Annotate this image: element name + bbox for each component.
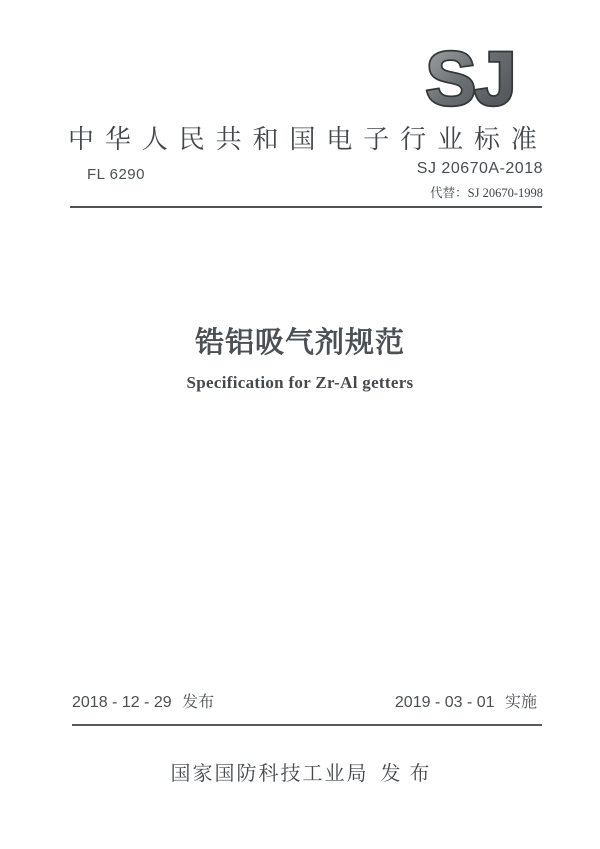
issue-date-cell: [72, 689, 214, 712]
standard-number: SJ 20670A-2018: [416, 160, 543, 177]
sj-logo: [421, 46, 519, 114]
sj-logo-text: SJ: [425, 46, 515, 114]
issue-label: 发布: [182, 694, 215, 711]
footer-divider-line: [72, 724, 542, 726]
publisher-action-label: 发布: [380, 763, 439, 785]
implement-date-cell: [395, 689, 537, 712]
replaced-standard: 代替：SJ 20670-1998: [430, 186, 543, 200]
issue-date: 2018 - 12 - 29: [72, 694, 172, 711]
dates-row: [72, 689, 537, 712]
publisher-line: [0, 757, 600, 786]
implement-label: 实施: [504, 694, 537, 711]
classification-code: FL 6290: [87, 166, 145, 183]
title-english: Specification for Zr-Al getters: [186, 373, 414, 392]
sj-logo-graphic: [421, 46, 519, 114]
publisher-name: 国家国防科技工业局: [170, 763, 369, 785]
implement-date: 2019 - 03 - 01: [394, 694, 495, 711]
standard-number-block: [417, 160, 543, 201]
header-divider-line: [70, 206, 542, 208]
title-chinese: 锆铝吸气剂规范: [194, 327, 405, 359]
standard-type-title: 中 华 人 民 共 和 国 电 子 行 业 标 准: [68, 124, 537, 154]
